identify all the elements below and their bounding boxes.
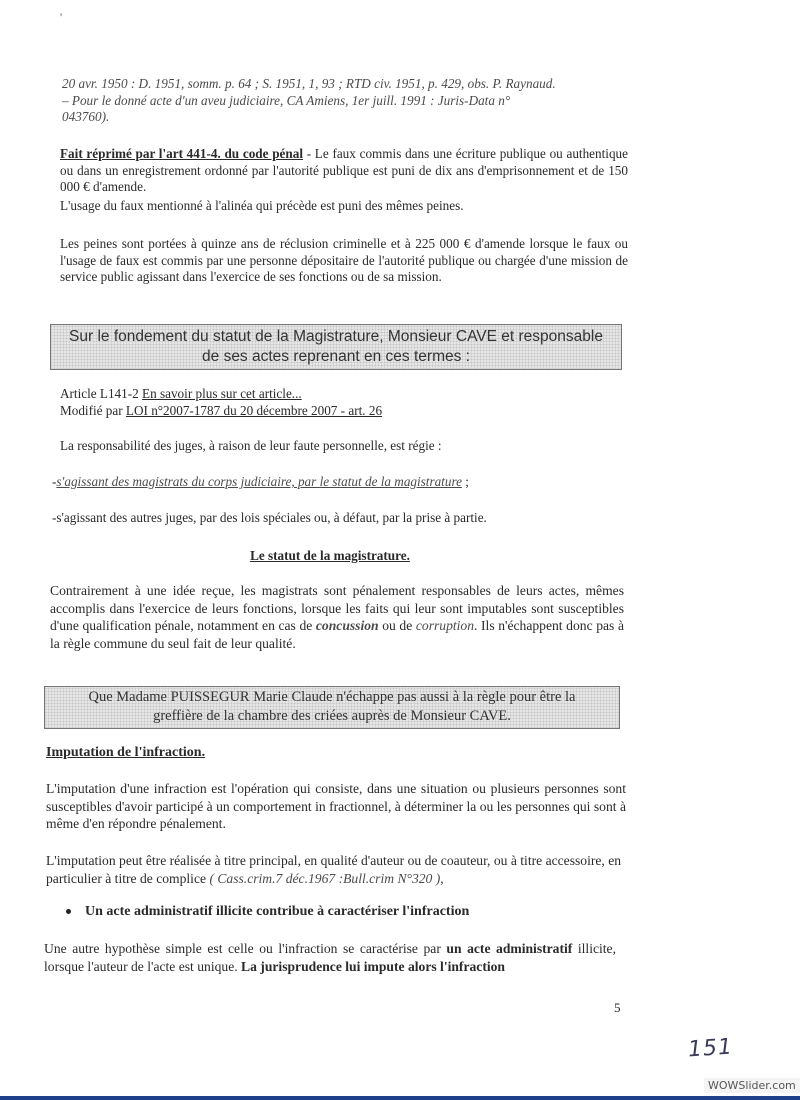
page-number: 5 xyxy=(614,1000,621,1015)
p3-text-b: un acte administratif xyxy=(446,941,573,956)
corruption-term: corruption xyxy=(415,618,475,633)
item1-suffix: ; xyxy=(461,474,469,489)
citation-line-2: – Pour le donné acte d'un aveu judiciaire, CA Amiens, 1er juill. 1991 : Juris-Data n° xyxy=(62,92,511,108)
box2-line-1: Que Madame PUISSEGUR Marie Claude n'échappe pas aussi à la règle pour être la xyxy=(88,689,576,705)
item1-prefix: - xyxy=(52,474,57,489)
usage-faux-text: L'usage du faux mentionné à l'alinéa qui précède est puni des mêmes peines. xyxy=(60,198,464,213)
imputation-paragraph-2 xyxy=(46,852,626,887)
statut-ou: ou de xyxy=(378,618,416,633)
article-item-1 xyxy=(52,474,622,491)
handwritten-number: 151 xyxy=(687,1034,734,1063)
p3-text-c: illicite, lorsque l'auteur de l'acte est unique. xyxy=(44,941,616,974)
loi-link[interactable]: LOI n°2007-1787 du 20 décembre 2007 - art. 26 xyxy=(125,402,383,418)
statut-magistrature-box xyxy=(50,324,622,370)
imputation-paragraph-1: L'imputation d'une infraction est l'opération qui consiste, dans une situation ou plusieurs personnes sont susceptibles d'avoir participé à un comportement in fractionnel, à déterminer la ou les personnes qui sont à même d'en répondre pénalement. xyxy=(46,781,626,831)
citation-line-1: 20 avr. 1950 : D. 1951, somm. p. 64 ; S. 1951, 1, 93 ; RTD civ. 1951, p. 429, obs. P. Raynaud. xyxy=(62,76,556,91)
p3-text-d: La jurisprudence lui impute alors l'infraction xyxy=(241,958,505,974)
puissegur-box xyxy=(44,686,620,729)
concussion-term: concussion xyxy=(315,618,379,633)
citation-block xyxy=(62,76,652,126)
article-reference xyxy=(60,386,620,419)
article-more-link[interactable]: En savoir plus sur cet article... xyxy=(142,386,302,401)
article-label: Article L141-2 xyxy=(60,386,143,401)
article-item-2: -s'agissant des autres juges, par des lois spéciales ou, à défaut, par la prise à partie. xyxy=(52,510,487,525)
bullet-text: Un acte administratif illicite contribue à caractériser l'infraction xyxy=(85,904,470,919)
item1-text: s'agissant des magistrats du corps judiciaire, par le statut de la magistrature xyxy=(56,474,462,489)
watermark-label: WOWSlider.com xyxy=(704,1078,800,1093)
fait-reprime-text: - Le faux commis dans une écriture publique ou authentique ou dans un enregistrement ordonné par l'autorité publique est puni de dix ans d'emprisonnement et de 150 000 € d'amende. xyxy=(60,146,628,194)
statut-paragraph xyxy=(50,582,624,652)
imputation-p2-end: , xyxy=(440,870,444,886)
fait-reprime-paragraph xyxy=(60,146,628,196)
modified-prefix: Modifié par xyxy=(60,402,126,418)
box1-line-1: Sur le fondement du statut de la Magistrature, Monsieur CAVE et responsable xyxy=(69,328,603,345)
bullet-item xyxy=(66,904,469,921)
box1-line-2: de ses actes reprenant en ces termes : xyxy=(202,348,470,365)
responsabilite-juges-text: La responsabilité des juges, à raison de leur faute personnelle, est régie : xyxy=(60,438,442,453)
cass-crim-citation: ( Cass.crim.7 déc.1967 :Bull.crim N°320 ) xyxy=(209,870,441,886)
peines-paragraph: Les peines sont portées à quinze ans de réclusion criminelle et à 225 000 € d'amende lorsque le faux ou l'usage de faux est commis par une personne dépositaire de l'autorité publique ou chargée d'une mission de service public agissant dans l'exercice de ses fonctions ou de sa mission. xyxy=(60,236,628,284)
scan-mark: ' xyxy=(60,10,63,24)
box2-line-2: greffière de la chambre des criées auprès de Monsieur CAVE. xyxy=(153,708,511,724)
citation-line-3: 043760). xyxy=(62,109,110,124)
statut-text-1: Contrairement à une idée reçue, les magistrats sont pénalement responsables de leurs actes, mêmes accomplis dans l'exercice de leurs fonctions, lorsque les faits qui leur sont imputables sont susceptibles d'une qualification pénale, notamment en cas de xyxy=(50,583,624,633)
bullet-icon xyxy=(66,909,71,914)
imputation-paragraph-3 xyxy=(44,940,616,975)
bottom-border-bar xyxy=(0,1096,800,1100)
p3-text-a: Une autre hypothèse simple est celle ou l'infraction se caractérise par xyxy=(44,941,447,956)
statut-heading: Le statut de la magistrature. xyxy=(250,548,410,563)
statut-text-2: . Ils n'échappent donc pas à la règle commune du seul fait de leur qualité. xyxy=(50,618,624,651)
imputation-p2-text: L'imputation peut être réalisée à titre principal, en qualité d'auteur ou de coauteur, ou à titre accessoire, en particulier à titre de complice xyxy=(46,853,622,886)
fait-reprime-heading: Fait réprimé par l'art 441-4. du code pénal xyxy=(60,146,303,161)
imputation-heading: Imputation de l'infraction. xyxy=(46,745,206,760)
